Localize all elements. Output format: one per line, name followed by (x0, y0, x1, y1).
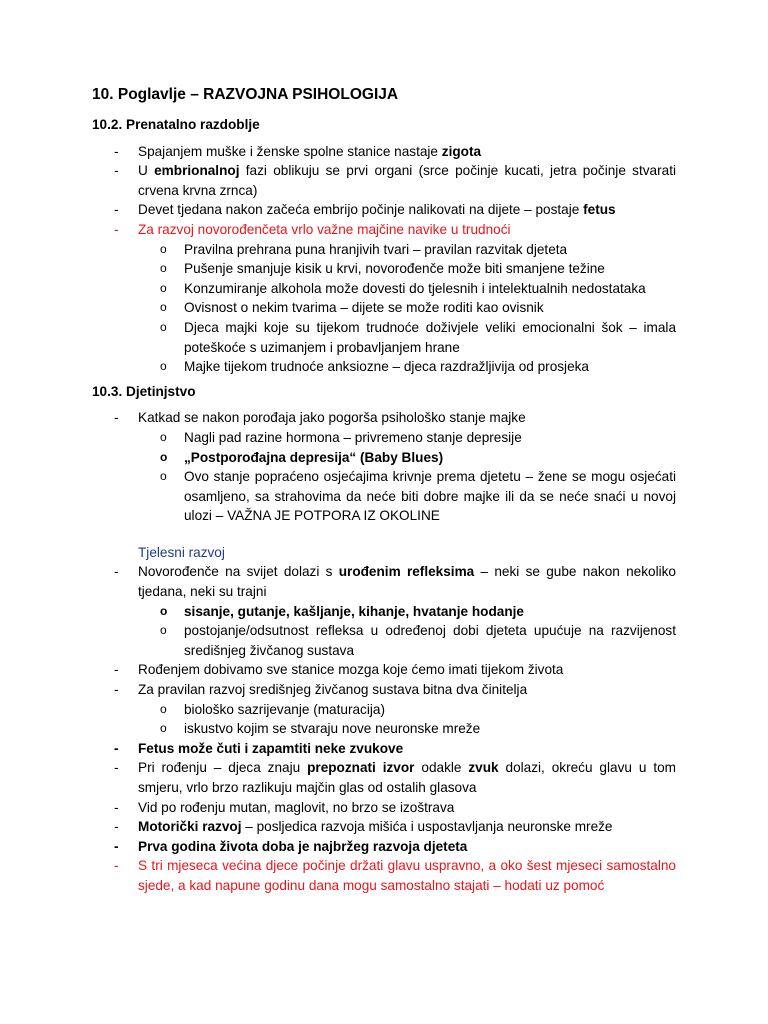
text: dolazi, okreću glavu u tom smjeru, vrlo brzo razlikuju majčin glas od ostalih glasova (138, 760, 676, 795)
childhood-list (92, 408, 676, 526)
text: U (138, 163, 155, 179)
section-title-childhood: 10.3. Djetinjstvo (92, 383, 196, 399)
section-title-prenatal: 10.2. Prenatalno razdoblje (92, 117, 260, 132)
bold-term: zigota (441, 143, 482, 159)
sublist-item: o Pušenje smanjuje kisik u krvi, novorođenče može biti smanjene težine (138, 259, 676, 279)
sublist-item: o Pravilna prehrana puna hranjivih tvari – pravilan razvitak djeteta (138, 240, 676, 260)
text: – neki se gube nakon nekoliko tjedana, neki su trajni (138, 564, 676, 600)
text: Devet tjedana nakon začeća embrijo počinje nalikovati na dijete – postaje (138, 202, 584, 218)
bold-term: fetus (583, 202, 616, 218)
list-item-highlight: - S tri mjeseca većina djece počinje držati glavu uspravno, a oko šest mjeseci samostalno sjede, a kad napune godinu dana mogu samostalno stajati – hodati uz pomoć (92, 856, 676, 895)
sublist-item: o Konzumiranje alkohola može dovesti do tjelesnih i intelektualnih nedostataka (138, 279, 676, 299)
sublist-item: o postojanje/odsutnost refleksa u određenoj dobi djeteta upućuje na razvijenost središnjeg živčanog sustava (138, 621, 676, 660)
text: Pri rođenju – djeca znaju (138, 760, 308, 776)
list-item (92, 758, 676, 797)
list-item (92, 680, 676, 739)
sublist-item: o Ovo stanje popraćeno osjećajima krivnje prema djetetu – žene se mogu osjećati osamljeno, sa strahovima da neće biti dobre majke ili da se neće snaći u novoj ulozi – VAŽNA JE POTPORA IZ OKOLINE (138, 467, 676, 526)
text: fazi oblikuju se prvi organi (srce počinje kucati, jetra počinje stvarati crvena krvna zrnca) (138, 163, 676, 198)
sublist-item: o Djeca majki koje su tijekom trudnoće doživjele veliki emocionalni šok – imala poteškoće s uzimanjem i probavljanjem hrane (138, 318, 676, 357)
sublist-item: o iskustvo kojim se stvaraju nove neuronske mreže (138, 719, 676, 739)
text: Novorođenče na svijet dolazi s (138, 564, 339, 580)
list-item (92, 200, 676, 220)
sublist-item: o Nagli pad razine hormona – privremeno stanje depresije (138, 428, 676, 448)
text: Za razvoj novorođenčeta vrlo važne majčine navike u trudnoći (138, 221, 511, 237)
list-item: - Rođenjem dobivamo sve stanice mozga koje ćemo imati tijekom života (92, 660, 676, 680)
text: – posljedica razvoja mišića i uspostavljanja neuronske mreže (241, 819, 613, 835)
sublist (138, 240, 676, 377)
bold-term: Motorički razvoj (138, 819, 242, 835)
sublist-item: o sisanje, gutanje, kašljanje, kihanje, hvatanje hodanje (138, 602, 676, 622)
sublist-item: o Majke tijekom trudnoće anksiozne – djeca razdražljivija od prosjeka (138, 357, 676, 377)
list-item (92, 142, 676, 162)
list-item: - Prva godina života doba je najbržeg razvoja djeteta (92, 837, 676, 857)
text: Katkad se nakon porođaja jako pogorša psihološko stanje majke (138, 410, 526, 426)
list-item (92, 408, 676, 526)
list-item-highlight (92, 220, 676, 377)
bold-term: urođenim refleksima (338, 564, 475, 580)
sublist (138, 428, 676, 526)
list-item (92, 161, 676, 200)
bold-term: embrionalnoj (154, 163, 240, 179)
sublist (138, 700, 676, 739)
bold-term: prepoznati izvor (307, 760, 415, 776)
list-item: - Vid po rođenju mutan, maglovit, no brzo se izoštrava (92, 798, 676, 818)
chapter-title: 10. Poglavlje – RAZVOJNA PSIHOLOGIJA (92, 86, 399, 103)
physical-development-list (92, 562, 676, 895)
sublist-item: o „Postporođajna depresija“ (Baby Blues) (138, 448, 676, 468)
bold-term: zvuk (468, 760, 499, 776)
text: Spajanjem muške i ženske spolne stanice nastaje (138, 143, 442, 159)
list-item (92, 562, 676, 660)
sublist-item: o biološko sazrijevanje (maturacija) (138, 700, 676, 720)
list-item: - Fetus može čuti i zapamtiti neke zvukove (92, 739, 676, 759)
sublist (138, 602, 676, 661)
text: Za pravilan razvoj središnjeg živčanog sustava bitna dva činitelja (138, 682, 528, 698)
list-item (92, 817, 676, 837)
text: odakle (414, 760, 469, 776)
sublist-item: o Ovisnost o nekim tvarima – dijete se može roditi kao ovisnik (138, 298, 676, 318)
subheading-physical-development: Tjelesni razvoj (138, 544, 225, 560)
prenatal-list (92, 142, 676, 377)
